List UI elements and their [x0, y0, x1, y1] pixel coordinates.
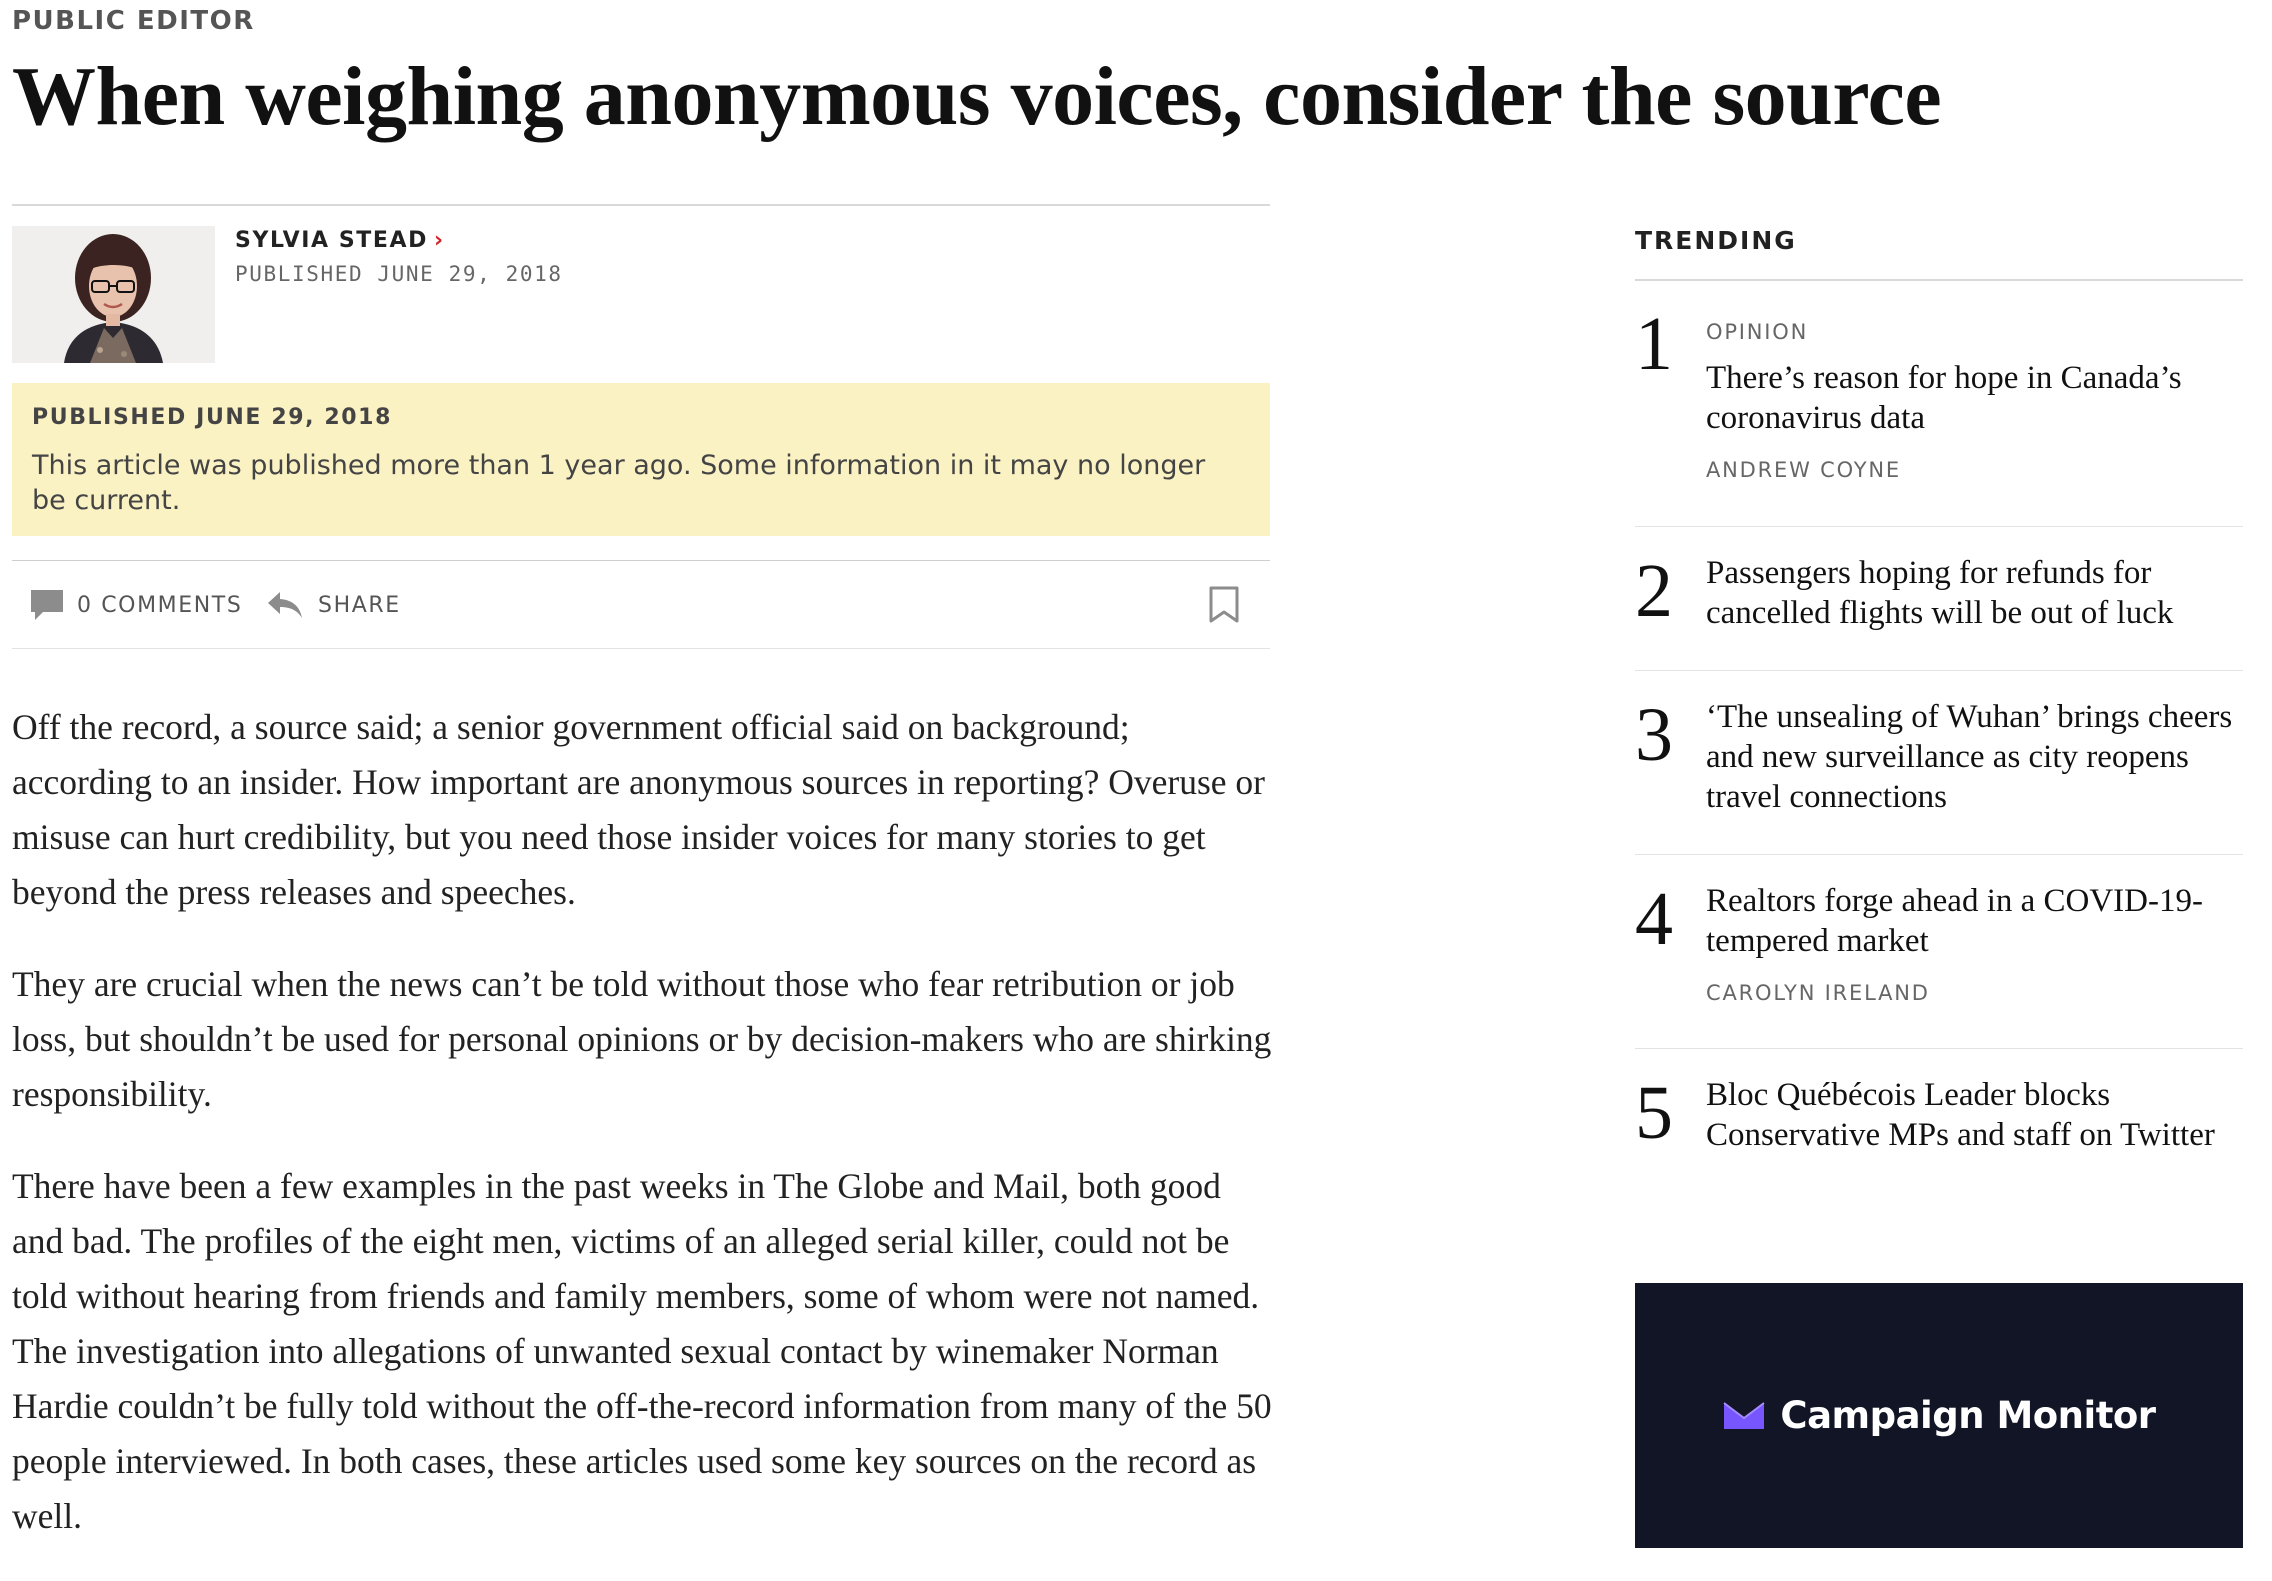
share-icon [266, 590, 304, 620]
chevron-right-icon: › [434, 228, 445, 253]
author-link[interactable] [235, 228, 445, 253]
trending-item-divider [1635, 670, 2243, 671]
trending-headline[interactable]: There’s reason for hope in Canada’s coronavirus data [1706, 360, 2182, 436]
share-button[interactable] [266, 562, 401, 648]
actions-top-divider [12, 560, 1270, 561]
trending-author[interactable]: CAROLYN IRELAND [1706, 981, 1930, 1005]
trending-label: OPINION [1706, 320, 1809, 344]
article-actions-bar [12, 562, 1270, 648]
bookmark-button[interactable] [1208, 562, 1240, 648]
header-divider [12, 204, 1270, 206]
envelope-logo-icon [1722, 1401, 1766, 1431]
article-headline: When weighing anonymous voices, consider the source [12, 50, 1942, 143]
actions-bottom-divider [12, 648, 1270, 649]
trending-author[interactable]: ANDREW COYNE [1706, 458, 1901, 482]
campaign-monitor-ad[interactable] [1635, 1283, 2243, 1548]
trending-headline[interactable]: ‘The unsealing of Wuhan’ brings cheers and new surveillance as city reopens travel connections [1706, 699, 2233, 815]
trending-number: 3 [1635, 693, 1673, 777]
trending-number: 1 [1635, 302, 1673, 386]
trending-item-2[interactable] [1635, 549, 2243, 653]
trending-title: TRENDING [1635, 226, 1797, 255]
notice-title: PUBLISHED JUNE 29, 2018 [32, 405, 392, 430]
section-label[interactable]: PUBLIC EDITOR [12, 6, 255, 36]
comments-count: 0 COMMENTS [77, 592, 243, 618]
trending-item-1[interactable] [1635, 302, 2243, 496]
article-body [12, 700, 1274, 1581]
trending-item-divider [1635, 854, 2243, 855]
body-paragraph: There have been a few examples in the past weeks in The Globe and Mail, both good and bad. The profiles of the eight men, victims of an alleged serial killer, could not be told without hearing from friends and family members, some of whom were not named. The investigation into allegations of unwanted sexual contact by winemaker Norman Hardie couldn’t be fully told without the off-the-record information from many of the 50 people interviewed. In both cases, these articles used some key sources on the record as well. [12, 1166, 1272, 1536]
author-portrait-image [12, 226, 215, 363]
trending-item-divider [1635, 526, 2243, 527]
trending-headline[interactable]: Passengers hoping for refunds for cancelled flights will be out of luck [1706, 555, 2174, 631]
trending-item-3[interactable] [1635, 693, 2243, 827]
trending-item-4[interactable] [1635, 877, 2243, 1021]
notice-text: This article was published more than 1 year ago. Some information in it may no longer be current. [32, 450, 1206, 516]
bookmark-icon [1208, 586, 1240, 624]
body-paragraph: They are crucial when the news can’t be told without those who fear retribution or job loss, but shouldn’t be used for personal opinions or by decision-makers who are shirking responsibility. [12, 964, 1272, 1114]
trending-number: 2 [1635, 549, 1673, 633]
comment-icon [29, 588, 65, 622]
old-article-notice [12, 383, 1270, 536]
ad-brand: Campaign Monitor [1780, 1394, 2156, 1437]
trending-number: 4 [1635, 877, 1673, 961]
trending-item-5[interactable] [1635, 1071, 2243, 1205]
trending-item-divider [1635, 1048, 2243, 1049]
body-paragraph: Off the record, a source said; a senior government official said on background; according to an insider. How important are anonymous sources in reporting? Overuse or misuse can hurt credibility, but you need those insider voices for many stories to get beyond the press releases and speeches. [12, 707, 1266, 912]
share-label: SHARE [318, 592, 401, 618]
trending-headline[interactable]: Realtors forge ahead in a COVID-19-tempered market [1706, 883, 2203, 959]
author-name: SYLVIA STEAD [235, 228, 429, 253]
trending-headline[interactable]: Bloc Québécois Leader blocks Conservative MPs and staff on Twitter [1706, 1077, 2215, 1153]
trending-number: 5 [1635, 1071, 1673, 1155]
published-date: PUBLISHED JUNE 29, 2018 [235, 262, 563, 286]
comments-button[interactable] [29, 562, 242, 648]
trending-divider [1635, 279, 2243, 281]
author-avatar[interactable] [12, 226, 215, 363]
